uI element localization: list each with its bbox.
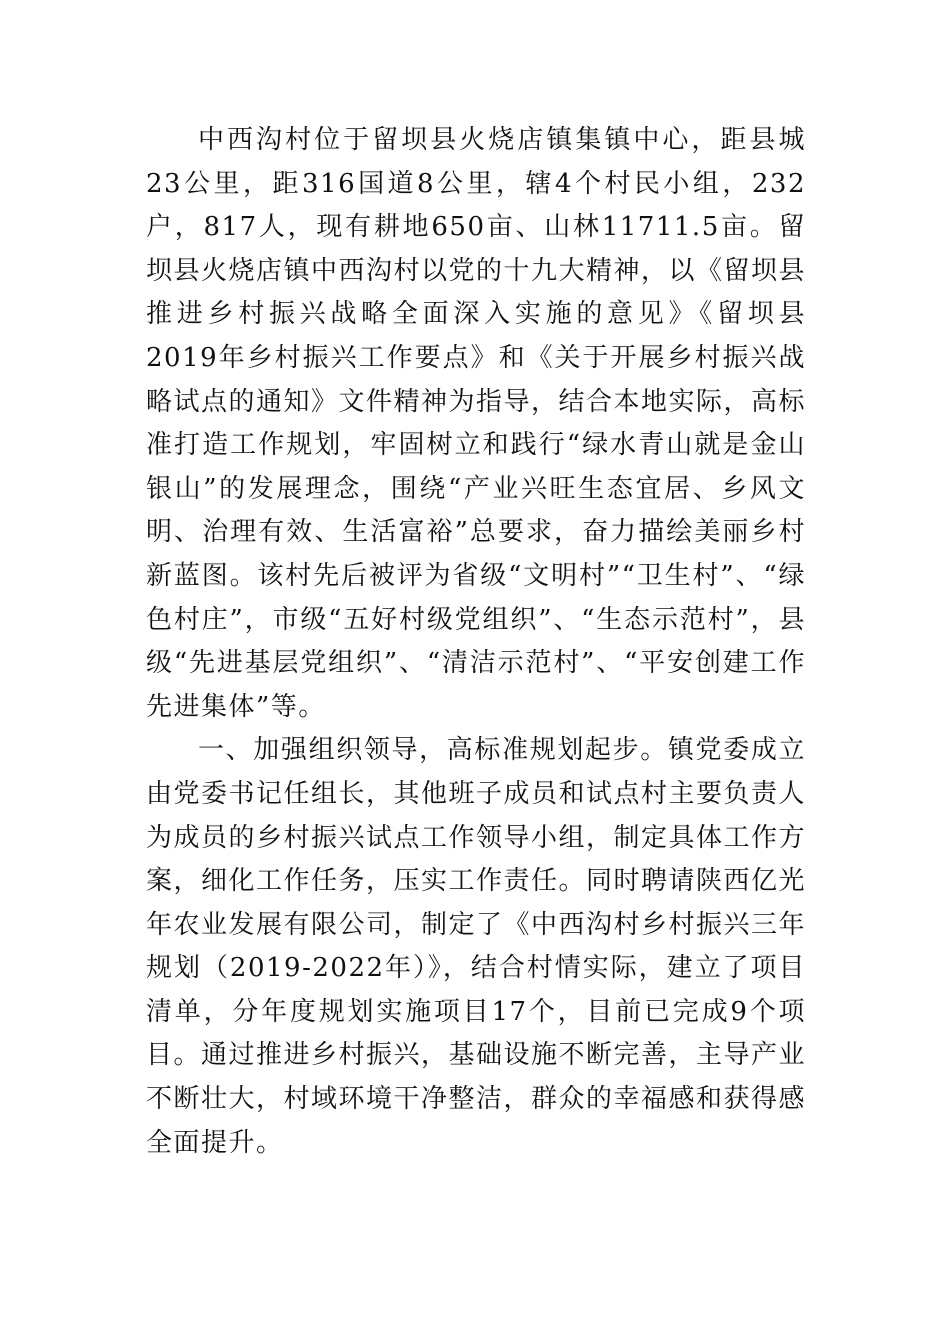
paragraph-organization-leadership: 一、加强组织领导，高标准规划起步。镇党委成立由党委书记任组长，其他班子成员和试点村主要负责人为成员的乡村振兴试点工作领导小组，制定具体工作方案，细化工作任务，压实工作责任。同时聘请陕西亿光年农业发展有限公司，制定了《中西沟村乡村振兴三年规划（2019-2022年）》，结合村情实际，建立了项目清单，分年度规划实施项目17个，目前已完成9个项目。通过推进乡村振兴，基础设施不断完善，主导产业不断壮大，村域环境干净整洁，群众的幸福感和获得感全面提升。 [146,735,807,1158]
paragraph-village-overview: 中西沟村位于留坝县火烧店镇集镇中心，距县城23公里，距316国道8公里，辖4个村民小组，232户，817人，现有耕地650亩、山林11711.5亩。留坝县火烧店镇中西沟村以党的十九大精神，以《留坝县推进乡村振兴战略全面深入实施的意见》《留坝县2019年乡村振兴工作要点》和《关于开展乡村振兴战略试点的通知》文件精神为指导，结合本地实际，高标准打造工作规划，牢固树立和践行“绿水青山就是金山银山”的发展理念，围绕“产业兴旺生态宜居、乡风文明、治理有效、生活富裕”总要求，奋力描绘美丽乡村新蓝图。该村先后被评为省级“文明村”“卫生村”、“绿色村庄”，市级“五好村级党组织”、“生态示范村”，县级“先进基层党组织”、“清洁示范村”、“平安创建工作先进集体”等。 [146,125,807,722]
document-body [146,119,806,1165]
